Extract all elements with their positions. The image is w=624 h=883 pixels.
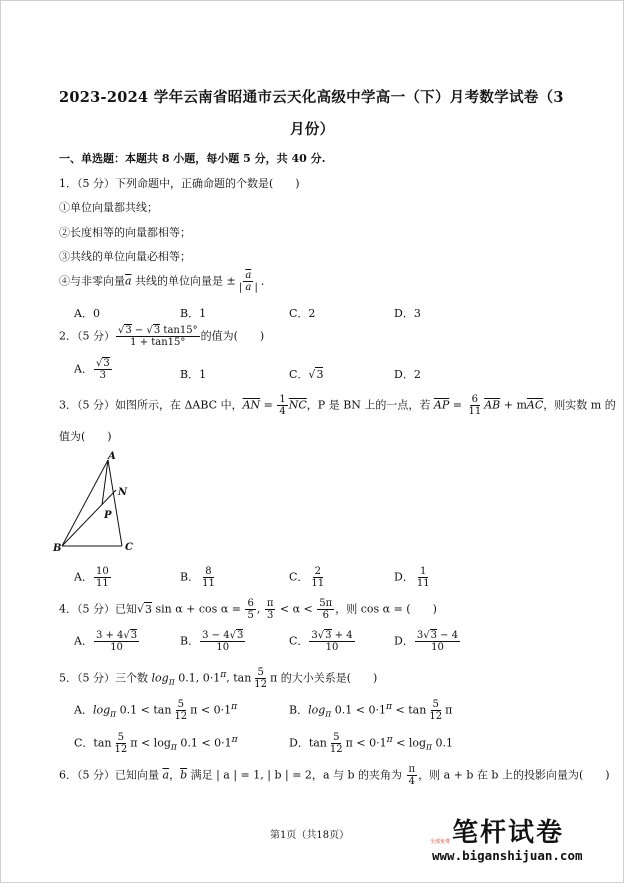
q4-stem: 4．（5 分）已知√3 sin α + cos α = $\frac{6}{5}$ , $\frac{\pi}{3}$ < α < $\frac{5\pi}{6}$ ，则 cos α = ( ) <box>59 598 437 621</box>
watermark-tag: 全部免费 <box>430 839 451 845</box>
q3-option-d: D． $\frac{1}{11}$ <box>394 566 430 589</box>
q5-stem: 5．（5 分）三个数 $\log_\pi 0.1$, $0\cdot 1^\pi$, tan $\frac{5}{12}$ π 的大小关系是( ) <box>59 667 378 690</box>
q3-stem-line-2: 值为( ) <box>59 430 112 443</box>
q1-item-4: ④与非零向量$\overline{a}$ 共线的单位向量是 ± $\frac{\overline{a}}{| a |}$ ． <box>59 270 272 293</box>
label-n: N <box>118 487 128 498</box>
q1-item-2: ②长度相等的向量都相等； <box>59 226 191 239</box>
q1-option-c: C．2 <box>289 307 316 320</box>
watermark-brand: 笔杆试卷 <box>452 818 565 848</box>
q3-option-c: C． $\frac{2}{11}$ <box>289 566 325 589</box>
title-line-1: 2023-2024 学年云南省昭通市云天化高级中学高一（下）月考数学试卷（3 <box>59 89 564 106</box>
q6-stem: 6．（5 分）已知向量 $\overline{a}$，$\overline{b}$ 满足 | a | = 1, | b | = 2，a 与 b 的夹角为 $\frac{\pi}{4}$ ，则 a + b 在 b 上的投影向量为( ) <box>59 764 610 787</box>
label-c: C <box>125 542 133 553</box>
q2-option-c: C．√3 <box>289 368 324 381</box>
q1-stem: 1．（5 分）下列命题中，正确命题的个数是( ) <box>59 177 300 190</box>
q5-option-b: B．$\log_\pi 0.1 < 0\cdot 1^\pi < \tan$ $\frac{5}{12}$ π <box>289 699 453 722</box>
q1-item-3: ③共线的单位向量必相等； <box>59 250 191 263</box>
q3-option-a: A． $\frac{10}{11}$ <box>74 566 109 589</box>
q2-option-d: D．2 <box>394 368 421 381</box>
label-a: A <box>108 451 116 462</box>
q2-stem: 2．（5 分） $\frac{√3 - √3 \tan 15^\circ}{1 + \tan 15^\circ}$ 的值为( ) <box>59 325 265 348</box>
q1-item-1: ①单位向量都共线； <box>59 201 158 214</box>
q1-option-d: D．3 <box>394 307 421 320</box>
q5-option-d: D．tan $\frac{5}{12}$ $\pi < 0\cdot 1^\pi < \log_\pi 0.1$ <box>289 732 454 755</box>
q5-option-a: A．$\log_\pi 0.1 < \tan$ $\frac{5}{12}$ $\pi < 0\cdot 1^\pi$ <box>74 699 238 722</box>
q2-option-b: B．1 <box>180 368 207 381</box>
watermark-url: www.biganshijuan.com <box>432 848 583 863</box>
label-p: P <box>104 510 112 521</box>
title-line-2: 月份） <box>290 121 335 138</box>
q4-option-b: B． $\frac{3 - 4√3}{10}$ <box>180 630 244 653</box>
q1-option-b: B．1 <box>180 307 207 320</box>
q4-option-a: A． $\frac{3 + 4√3}{10}$ <box>74 630 138 653</box>
edge-ac <box>108 460 122 546</box>
section-heading: 一、单选题：本题共 8 小题，每小题 5 分，共 40 分. <box>59 152 326 165</box>
q3-stem-line-1: 3．（5 分）如图所示，在 ΔABC 中，$\overline{AN}$ = $\frac{1}{4}$ $\overline{NC}$，P 是 BN 上的一点，若 $\overline{AP}$ = $\frac{6}{11}$ $\overline{AB} + m\overline{AC}$，则实数 m 的 <box>59 394 616 417</box>
triangle-figure <box>50 448 150 560</box>
q2-option-a: A． $\frac{√3}{3}$ <box>74 358 110 381</box>
segment-ap <box>102 460 108 505</box>
q3-option-b: B． $\frac{8}{11}$ <box>180 566 215 589</box>
q4-option-c: C． $\frac{3√3 + 4}{10}$ <box>289 630 353 653</box>
label-b: B <box>53 543 62 554</box>
q5-option-c: C．tan $\frac{5}{12}$ $\pi < \log_\pi 0.1 < 0\cdot 1^\pi$ <box>74 732 238 755</box>
page-footer: 第1页（共18页） <box>270 830 350 841</box>
q4-option-d: D． $\frac{3√3 - 4}{10}$ <box>394 630 459 653</box>
q1-option-a: A．0 <box>74 307 100 320</box>
edge-ab <box>62 460 108 546</box>
